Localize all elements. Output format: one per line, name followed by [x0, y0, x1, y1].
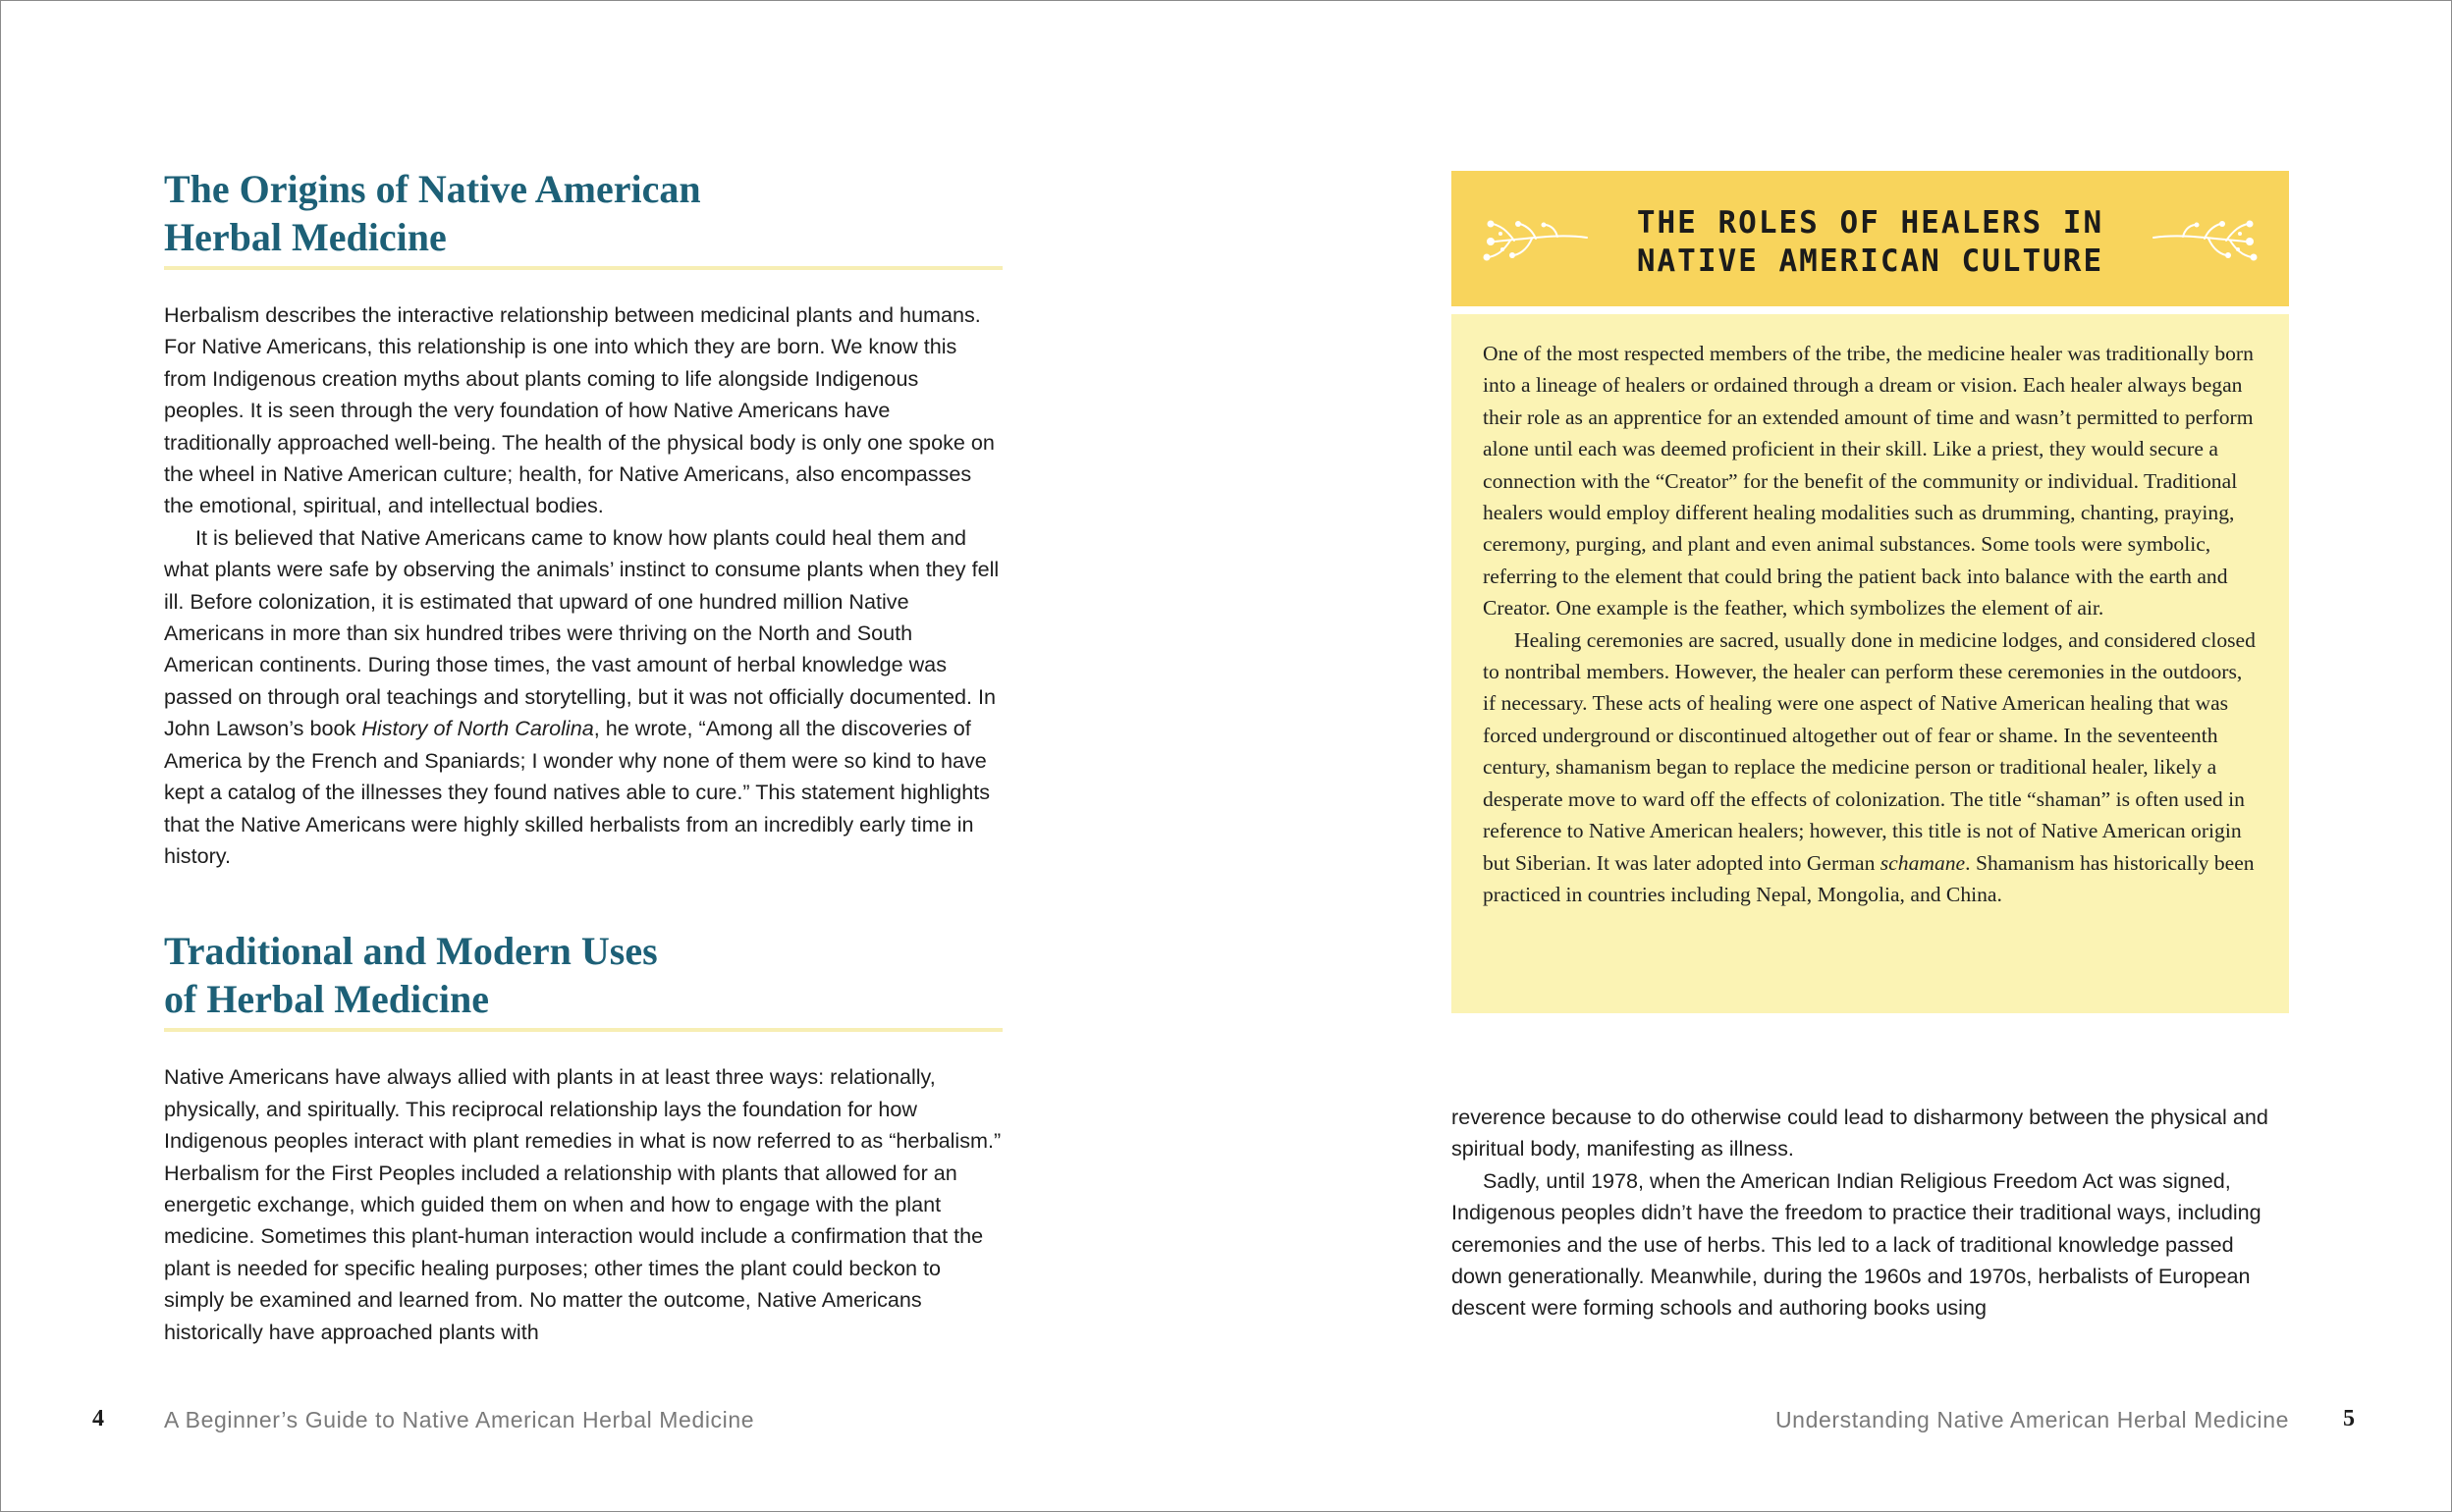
page-number-left: 4 — [92, 1406, 104, 1431]
body-paragraph: Native Americans have always allied with plants in at least three ways: relationally, physically, and spiritually. This reciprocal relationship lays the foundation for how Indigenous peoples interact with plant remedies in what is now referred to as “herbalism.” Herbalism for the First Peoples included a relationship with plants that allowed for an energetic exchange, which guided them on when and how to engage with the plant medicine. Sometimes this plant-human interaction would include a confirmation that the plant is needed for specific healing purposes; other times the plant could beckon to simply be examined and learned from. No matter the outcome, Native Americans historically have approached plants with — [164, 1064, 1002, 1344]
sidebar-title-line: NATIVE AMERICAN CULTURE — [1636, 243, 2104, 279]
heading-line: of Herbal Medicine — [164, 977, 490, 1022]
sidebar-paragraph — [1483, 624, 2260, 911]
section-heading-traditional-uses — [164, 927, 1003, 1032]
sidebar-header — [1451, 171, 2289, 306]
page-number-right: 5 — [2343, 1406, 2355, 1431]
sidebar-paragraph: One of the most respected members of the tribe, the medicine healer was traditionally born into a lineage of healers or ordained through a dream or vision. Each healer always began their role as an apprentice for an extended amount of time and wasn’t permitted to perform alone until each was deemed proficient in their skill. Like a priest, they would secure a connection with the “Creator” for the benefit of the community or individual. Traditional healers would employ different healing modalities such as drumming, chanting, praying, ceremony, purging, and plant and even animal substances. Some tools were symbolic, referring to the element that could bring the patient back into balance with the earth and Creator. One example is the feather, which symbolizes the element of air. — [1483, 342, 2254, 621]
left-page-column — [164, 165, 1003, 1348]
heading-line: Traditional and Modern Uses — [164, 929, 658, 974]
book-title: History of North Carolina — [361, 716, 594, 741]
paragraph-text: Healing ceremonies are sacred, usually done in medicine lodges, and considered closed to nontribal members. However, the healer can perform these ceremonies in the outdoors, if necessary. These acts of healing were one aspect of Native American healing that was forced underground or discontinued altogether out of fear or shame. In the seventeenth century, shamanism began to replace the medicine person or traditional healer, likely a desperate move to ward off the effects of colonization. The title “shaman” is often used in reference to Native American healers; however, this title is not of Native American origin but Siberian. It was later adopted into German — [1483, 627, 2256, 875]
section-body-traditional-uses — [164, 1061, 1003, 1348]
foreign-word: schamane — [1880, 850, 1966, 875]
sidebar-body — [1451, 314, 2289, 1013]
heading-line: The Origins of Native American — [164, 167, 701, 211]
section-heading-origins — [164, 165, 1003, 270]
body-paragraph: Herbalism describes the interactive relationship between medicinal plants and humans. For Native Americans, this relationship is one into which they are born. We know this from Indigenous creation myths about plants coming to life alongside Indigenous peoples. It is seen through the very foundation of how Native Americans have traditionally approached well-being. The health of the physical body is only one spoke on the wheel in Native American culture; health, for Native Americans, also encompasses the emotional, spiritual, and intellectual bodies. — [164, 302, 995, 518]
running-head-right: Understanding Native American Herbal Medicine — [1774, 1407, 2289, 1432]
body-paragraph: Sadly, until 1978, when the American Indian Religious Freedom Act was signed, Indigenous peoples didn’t have the freedom to practice their traditional ways, including ceremonies and the use of herbs. This led to a lack of traditional knowledge passed down generationally. Meanwhile, during the 1960s and 1970s, herbalists of European descent were forming schools and authoring books using — [1451, 1167, 2261, 1321]
sidebar-box — [1451, 171, 2289, 1013]
heading-line: Herbal Medicine — [164, 215, 447, 259]
section-body-origins — [164, 299, 1003, 872]
sidebar-title-line: THE ROLES OF HEALERS IN — [1636, 205, 2104, 241]
body-paragraph: reverence because to do otherwise could lead to disharmony between the physical and spiritual body, manifesting as illness. — [1451, 1105, 2268, 1161]
running-head-left: A Beginner’s Guide to Native American Herbal Medicine — [164, 1407, 755, 1432]
paragraph-text: , he wrote, “Among all the discoveries of America by the French and Spaniards; I wonder why none of them were so kind to have kept a catalog of the illnesses they found natives able to cure.” This statement highlights that the Native Americans were highly skilled herbalists from an incredibly early time in history. — [164, 716, 991, 868]
floral-sprig-icon — [2151, 216, 2263, 265]
right-page-column — [1451, 1102, 2289, 1324]
paragraph-text: It is believed that Native Americans came to know how plants could heal them and what plants were safe by observing the animals’ instinct to consume plants when they fell ill. Before colonization, it is estimated that upward of one hundred million Native Americans in more than six hundred tribes were thriving on the North and South American continents. During those times, the vast amount of herbal knowledge was passed on through oral teachings and storytelling, but it was not officially documented. In John Lawson’s book — [164, 524, 1000, 741]
paragraph-text: . Shamanism has historically been practiced in countries including Nepal, Mongolia, and China. — [1483, 850, 2255, 906]
sidebar-divider — [1451, 306, 2289, 314]
body-paragraph — [164, 522, 1003, 872]
